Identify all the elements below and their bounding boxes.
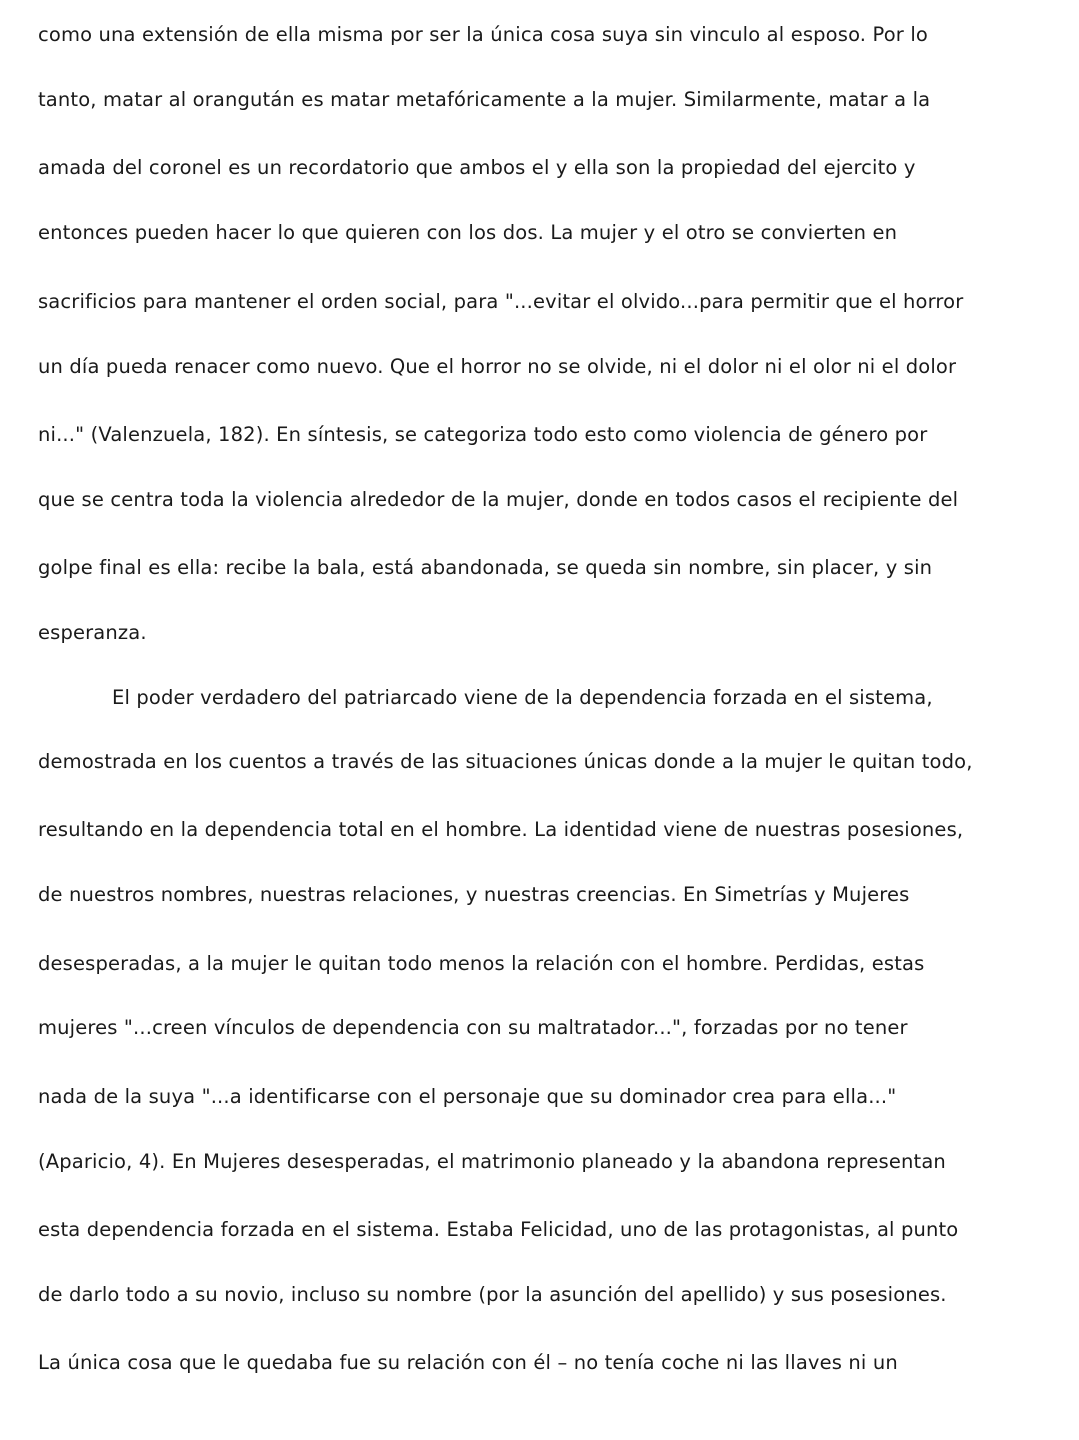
text-line: nada de la suya "...a identificarse con el personaje que su dominador crea para ella...": [38, 1085, 897, 1108]
text-line: como una extensión de ella misma por ser la única cosa suya sin vinculo al esposo. Por lo: [38, 23, 928, 46]
text-line: demostrada en los cuentos a través de las situaciones únicas donde a la mujer le quitan todo,: [38, 750, 973, 773]
text-line: resultando en la dependencia total en el hombre. La identidad viene de nuestras posesiones,: [38, 818, 964, 841]
text-line: (Aparicio, 4). En Mujeres desesperadas, el matrimonio planeado y la abandona representan: [38, 1150, 946, 1173]
text-line: de nuestros nombres, nuestras relaciones, y nuestras creencias. En Simetrías y Mujeres: [38, 883, 910, 906]
text-line: desesperadas, a la mujer le quitan todo menos la relación con el hombre. Perdidas, estas: [38, 952, 925, 975]
text-line: que se centra toda la violencia alrededor de la mujer, donde en todos casos el recipiente del: [38, 488, 959, 511]
text-line: sacrificios para mantener el orden social, para "...evitar el olvido...para permitir que el horror: [38, 290, 964, 313]
text-line: entonces pueden hacer lo que quieren con los dos. La mujer y el otro se convierten en: [38, 221, 898, 244]
text-line: La única cosa que le quedaba fue su relación con él – no tenía coche ni las llaves ni un: [38, 1351, 898, 1374]
text-line: amada del coronel es un recordatorio que ambos el y ella son la propiedad del ejercito y: [38, 156, 916, 179]
text-line: esperanza.: [38, 621, 147, 644]
text-line: un día pueda renacer como nuevo. Que el horror no se olvide, ni el dolor ni el olor ni el dolor: [38, 355, 957, 378]
text-line: esta dependencia forzada en el sistema. Estaba Felicidad, uno de las protagonistas, al punto: [38, 1218, 959, 1241]
text-line: mujeres "...creen vínculos de dependencia con su maltratador...", forzadas por no tener: [38, 1016, 908, 1039]
paragraph-first-line: El poder verdadero del patriarcado viene de la dependencia forzada en el sistema,: [112, 686, 933, 709]
text-line: golpe final es ella: recibe la bala, está abandonada, se queda sin nombre, sin placer, y sin: [38, 556, 933, 579]
text-line: ni..." (Valenzuela, 182). En síntesis, se categoriza todo esto como violencia de género por: [38, 423, 928, 446]
text-line: tanto, matar al orangután es matar metafóricamente a la mujer. Similarmente, matar a la: [38, 88, 931, 111]
text-line: de darlo todo a su novio, incluso su nombre (por la asunción del apellido) y sus posesiones.: [38, 1283, 947, 1306]
